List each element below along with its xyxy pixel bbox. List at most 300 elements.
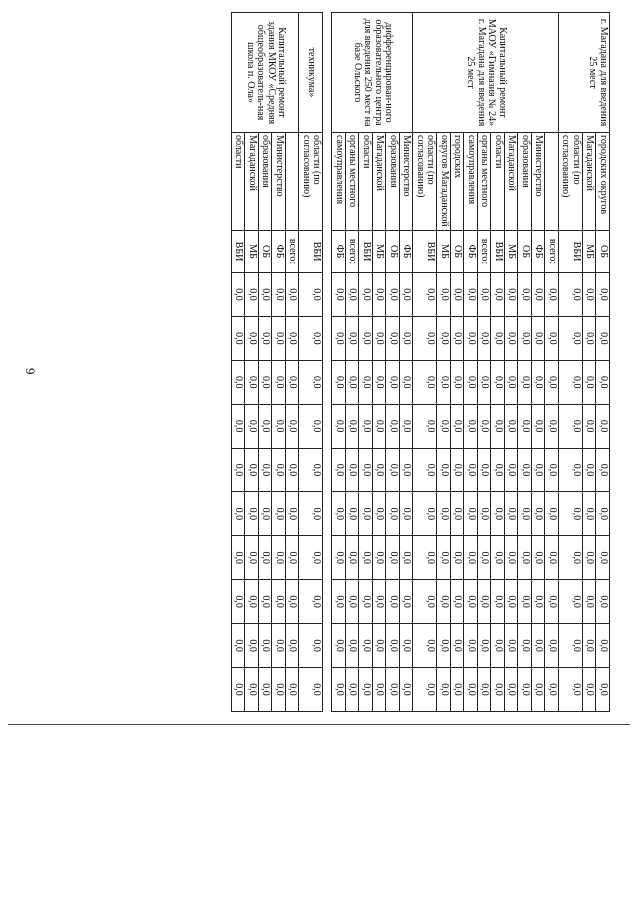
budget-table [231,12,610,712]
value-cell: 0,0 [373,668,387,712]
value-cell: 0,0 [451,668,465,712]
value-cell: 0,0 [505,273,519,317]
value-cell: 0,0 [491,536,505,580]
value-cell: 0,0 [332,624,346,668]
value-cell: 0,0 [518,316,532,360]
value-cell: 0,0 [259,668,273,712]
value-cell: 0,0 [413,273,437,317]
value-cell: 0,0 [451,316,465,360]
value-cell: 0,0 [518,492,532,536]
value-cell: 0,0 [437,668,451,712]
value-cell: 0,0 [245,536,259,580]
value-cell: 0,0 [346,580,360,624]
value-cell: 0,0 [545,624,559,668]
value-cell: 0,0 [359,624,373,668]
value-cell: 0,0 [259,536,273,580]
value-cell: 0,0 [464,668,478,712]
value-cell: 0,0 [413,492,437,536]
value-cell: 0,0 [386,448,400,492]
value-cell: 0,0 [359,273,373,317]
value-cell: 0,0 [232,448,246,492]
value-cell: 0,0 [299,273,323,317]
value-cell: 0,0 [299,404,323,448]
value-cell: 0,0 [437,536,451,580]
funding-source-cell: МБ [437,231,451,273]
value-cell: 0,0 [259,404,273,448]
value-cell: 0,0 [386,624,400,668]
value-cell: 0,0 [596,624,610,668]
value-cell: 0,0 [373,360,387,404]
value-cell: 0,0 [559,536,583,580]
value-cell: 0,0 [346,360,360,404]
value-cell: 0,0 [299,580,323,624]
value-cell: 0,0 [583,448,597,492]
value-cell: 0,0 [532,580,546,624]
value-cell: 0,0 [373,273,387,317]
executor-cell: образования [518,133,532,231]
value-cell: 0,0 [386,273,400,317]
page-divider [8,724,630,725]
value-cell: 0,0 [400,448,414,492]
value-cell: 0,0 [286,536,300,580]
value-cell: 0,0 [532,273,546,317]
value-cell: 0,0 [451,360,465,404]
value-cell: 0,0 [359,448,373,492]
value-cell: 0,0 [437,273,451,317]
value-cell: 0,0 [451,448,465,492]
value-cell: 0,0 [491,360,505,404]
value-cell: 0,0 [532,316,546,360]
executor-cell [286,133,300,231]
executor-cell: Магаданской [373,133,387,231]
value-cell: 0,0 [413,404,437,448]
value-cell: 0,0 [400,536,414,580]
executor-cell: Магаданской [583,133,597,231]
value-cell: 0,0 [559,360,583,404]
value-cell: 0,0 [299,668,323,712]
value-cell: 0,0 [505,624,519,668]
value-cell: 0,0 [491,492,505,536]
executor-cell: органы местного [346,133,360,231]
value-cell: 0,0 [232,316,246,360]
value-cell: 0,0 [346,316,360,360]
funding-source-cell: ОБ [518,231,532,273]
executor-cell: области (по согласованию) [559,133,583,231]
value-cell: 0,0 [359,316,373,360]
value-cell: 0,0 [518,448,532,492]
executor-cell: Магаданской [245,133,259,231]
funding-source-cell: всего: [286,231,300,273]
value-cell: 0,0 [545,273,559,317]
value-cell: 0,0 [272,492,286,536]
value-cell: 0,0 [232,536,246,580]
value-cell: 0,0 [532,536,546,580]
value-cell: 0,0 [437,492,451,536]
value-cell: 0,0 [583,273,597,317]
value-cell: 0,0 [451,536,465,580]
value-cell: 0,0 [413,536,437,580]
value-cell: 0,0 [332,448,346,492]
value-cell: 0,0 [332,316,346,360]
value-cell: 0,0 [359,492,373,536]
value-cell: 0,0 [346,273,360,317]
funding-source-cell: ОБ [259,231,273,273]
value-cell: 0,0 [232,624,246,668]
value-cell: 0,0 [259,624,273,668]
table-row [286,13,300,712]
value-cell: 0,0 [451,404,465,448]
value-cell: 0,0 [545,360,559,404]
value-cell: 0,0 [583,580,597,624]
executor-cell: городских округов [596,133,610,231]
value-cell: 0,0 [478,448,492,492]
value-cell: 0,0 [346,492,360,536]
value-cell: 0,0 [413,448,437,492]
value-cell: 0,0 [245,448,259,492]
executor-cell [545,133,559,231]
value-cell: 0,0 [272,448,286,492]
table-row [545,13,559,712]
value-cell: 0,0 [545,536,559,580]
value-cell: 0,0 [518,273,532,317]
value-cell: 0,0 [359,404,373,448]
value-cell: 0,0 [286,404,300,448]
value-cell: 0,0 [478,273,492,317]
value-cell: 0,0 [299,316,323,360]
value-cell: 0,0 [332,360,346,404]
table-row [299,13,323,712]
value-cell: 0,0 [532,492,546,536]
value-cell: 0,0 [464,360,478,404]
value-cell: 0,0 [272,316,286,360]
object-name-cell: Капитальный ремонт МАОУ «Гимназия № 24» г. Магадана для введения 25 мест [413,13,559,133]
value-cell: 0,0 [559,404,583,448]
value-cell: 0,0 [451,273,465,317]
value-cell: 0,0 [491,624,505,668]
executor-cell: городских [451,133,465,231]
value-cell: 0,0 [583,360,597,404]
value-cell: 0,0 [400,668,414,712]
funding-source-cell: всего: [478,231,492,273]
funding-source-cell: ВБИ [413,231,437,273]
object-name-cell: г. Магадана для введения 25 мест [559,13,610,133]
value-cell: 0,0 [596,316,610,360]
value-cell: 0,0 [286,448,300,492]
value-cell: 0,0 [386,668,400,712]
funding-source-cell: ФБ [400,231,414,273]
value-cell: 0,0 [478,668,492,712]
value-cell: 0,0 [559,624,583,668]
table-body [232,13,610,712]
value-cell: 0,0 [596,273,610,317]
funding-source-cell: всего: [346,231,360,273]
value-cell: 0,0 [359,360,373,404]
value-cell: 0,0 [332,492,346,536]
value-cell: 0,0 [272,360,286,404]
value-cell: 0,0 [478,316,492,360]
page-number: 9 [23,368,38,375]
value-cell: 0,0 [437,580,451,624]
value-cell: 0,0 [437,624,451,668]
funding-source-cell: ФБ [332,231,346,273]
value-cell: 0,0 [332,536,346,580]
value-cell: 0,0 [559,580,583,624]
funding-source-cell: МБ [245,231,259,273]
value-cell: 0,0 [259,492,273,536]
value-cell: 0,0 [286,668,300,712]
value-cell: 0,0 [545,448,559,492]
value-cell: 0,0 [559,668,583,712]
value-cell: 0,0 [373,448,387,492]
value-cell: 0,0 [413,580,437,624]
value-cell: 0,0 [386,580,400,624]
value-cell: 0,0 [400,360,414,404]
value-cell: 0,0 [583,668,597,712]
value-cell: 0,0 [559,316,583,360]
value-cell: 0,0 [478,360,492,404]
value-cell: 0,0 [232,580,246,624]
value-cell: 0,0 [245,273,259,317]
value-cell: 0,0 [596,580,610,624]
value-cell: 0,0 [518,404,532,448]
value-cell: 0,0 [245,624,259,668]
funding-source-cell: ВБИ [299,231,323,273]
funding-source-cell: ВБИ [232,231,246,273]
value-cell: 0,0 [518,536,532,580]
value-cell: 0,0 [332,404,346,448]
value-cell: 0,0 [491,316,505,360]
executor-cell: Магаданской [505,133,519,231]
value-cell: 0,0 [437,448,451,492]
value-cell: 0,0 [332,273,346,317]
funding-source-cell: ОБ [451,231,465,273]
value-cell: 0,0 [545,580,559,624]
value-cell: 0,0 [518,360,532,404]
value-cell: 0,0 [583,492,597,536]
value-cell: 0,0 [505,360,519,404]
object-name-cell: дифференцирован-ного образовательного центра для введения 250 мест на базе Ольского [332,13,413,133]
value-cell: 0,0 [413,624,437,668]
executor-cell: Министерство [532,133,546,231]
value-cell: 0,0 [505,316,519,360]
executor-cell: области (по согласованию) [413,133,437,231]
funding-source-cell: ВБИ [491,231,505,273]
funding-source-cell: ВБИ [559,231,583,273]
value-cell: 0,0 [386,536,400,580]
value-cell: 0,0 [464,316,478,360]
value-cell: 0,0 [532,448,546,492]
table-gap [323,13,332,712]
value-cell: 0,0 [532,624,546,668]
value-cell: 0,0 [386,316,400,360]
value-cell: 0,0 [491,448,505,492]
value-cell: 0,0 [286,360,300,404]
value-cell: 0,0 [373,492,387,536]
value-cell: 0,0 [400,273,414,317]
value-cell: 0,0 [346,448,360,492]
value-cell: 0,0 [491,580,505,624]
value-cell: 0,0 [245,492,259,536]
value-cell: 0,0 [437,360,451,404]
value-cell: 0,0 [386,404,400,448]
value-cell: 0,0 [464,624,478,668]
value-cell: 0,0 [596,492,610,536]
executor-cell: области [232,133,246,231]
value-cell: 0,0 [532,360,546,404]
value-cell: 0,0 [596,404,610,448]
executor-cell: образования [259,133,273,231]
executor-cell: области [359,133,373,231]
value-cell: 0,0 [559,492,583,536]
value-cell: 0,0 [400,316,414,360]
value-cell: 0,0 [491,404,505,448]
value-cell: 0,0 [505,536,519,580]
funding-source-cell: ОБ [596,231,610,273]
value-cell: 0,0 [464,580,478,624]
funding-source-cell: ФБ [464,231,478,273]
value-cell: 0,0 [505,492,519,536]
value-cell: 0,0 [373,536,387,580]
value-cell: 0,0 [464,448,478,492]
value-cell: 0,0 [373,624,387,668]
object-name-cell: техникума» [299,13,323,133]
value-cell: 0,0 [532,668,546,712]
value-cell: 0,0 [359,580,373,624]
value-cell: 0,0 [545,316,559,360]
value-cell: 0,0 [400,404,414,448]
value-cell: 0,0 [505,404,519,448]
value-cell: 0,0 [373,580,387,624]
value-cell: 0,0 [373,404,387,448]
value-cell: 0,0 [232,492,246,536]
funding-source-cell: ВБИ [359,231,373,273]
value-cell: 0,0 [464,404,478,448]
value-cell: 0,0 [451,624,465,668]
value-cell: 0,0 [518,624,532,668]
executor-cell: органы местного [478,133,492,231]
executor-cell: Министерство [400,133,414,231]
value-cell: 0,0 [232,404,246,448]
value-cell: 0,0 [505,580,519,624]
funding-source-cell: МБ [505,231,519,273]
executor-cell: образования [386,133,400,231]
value-cell: 0,0 [478,580,492,624]
value-cell: 0,0 [245,316,259,360]
value-cell: 0,0 [232,360,246,404]
table-row [596,13,610,712]
value-cell: 0,0 [400,492,414,536]
table-row [400,13,414,712]
value-cell: 0,0 [413,316,437,360]
value-cell: 0,0 [583,624,597,668]
value-cell: 0,0 [464,536,478,580]
value-cell: 0,0 [232,273,246,317]
value-cell: 0,0 [272,273,286,317]
value-cell: 0,0 [245,580,259,624]
value-cell: 0,0 [332,668,346,712]
value-cell: 0,0 [583,404,597,448]
value-cell: 0,0 [299,536,323,580]
object-name-cell: Капитальный ремонт здания МКОУ «Средняя общеобразователь-ная школа п. Ола» [232,13,300,133]
value-cell: 0,0 [272,668,286,712]
value-cell: 0,0 [272,580,286,624]
value-cell: 0,0 [559,448,583,492]
value-cell: 0,0 [245,360,259,404]
value-cell: 0,0 [437,316,451,360]
value-cell: 0,0 [259,316,273,360]
value-cell: 0,0 [545,492,559,536]
executor-cell: области [491,133,505,231]
value-cell: 0,0 [545,404,559,448]
value-cell: 0,0 [359,536,373,580]
value-cell: 0,0 [346,536,360,580]
value-cell: 0,0 [232,668,246,712]
value-cell: 0,0 [332,580,346,624]
value-cell: 0,0 [299,360,323,404]
value-cell: 0,0 [505,668,519,712]
value-cell: 0,0 [400,580,414,624]
value-cell: 0,0 [272,536,286,580]
value-cell: 0,0 [359,668,373,712]
value-cell: 0,0 [478,624,492,668]
value-cell: 0,0 [286,316,300,360]
value-cell: 0,0 [451,580,465,624]
value-cell: 0,0 [451,492,465,536]
executor-cell: Министерство [272,133,286,231]
value-cell: 0,0 [299,448,323,492]
value-cell: 0,0 [299,624,323,668]
value-cell: 0,0 [478,536,492,580]
value-cell: 0,0 [491,668,505,712]
value-cell: 0,0 [346,624,360,668]
value-cell: 0,0 [286,580,300,624]
funding-source-cell: ФБ [532,231,546,273]
value-cell: 0,0 [545,668,559,712]
value-cell: 0,0 [505,448,519,492]
value-cell: 0,0 [559,273,583,317]
value-cell: 0,0 [413,360,437,404]
value-cell: 0,0 [286,624,300,668]
value-cell: 0,0 [245,668,259,712]
value-cell: 0,0 [400,624,414,668]
value-cell: 0,0 [464,273,478,317]
value-cell: 0,0 [259,273,273,317]
value-cell: 0,0 [272,404,286,448]
value-cell: 0,0 [583,316,597,360]
funding-source-cell: ФБ [272,231,286,273]
value-cell: 0,0 [346,668,360,712]
value-cell: 0,0 [386,492,400,536]
value-cell: 0,0 [373,316,387,360]
value-cell: 0,0 [299,492,323,536]
value-cell: 0,0 [491,273,505,317]
value-cell: 0,0 [259,448,273,492]
value-cell: 0,0 [259,360,273,404]
executor-cell: самоуправления [464,133,478,231]
value-cell: 0,0 [596,668,610,712]
funding-source-cell: МБ [373,231,387,273]
funding-source-cell: ОБ [386,231,400,273]
value-cell: 0,0 [286,273,300,317]
executor-cell: области (по согласованию) [299,133,323,231]
executor-cell: округов Магаданской [437,133,451,231]
value-cell: 0,0 [272,624,286,668]
value-cell: 0,0 [532,404,546,448]
value-cell: 0,0 [583,536,597,580]
rotated-table-wrapper [70,12,610,712]
value-cell: 0,0 [413,668,437,712]
value-cell: 0,0 [464,492,478,536]
